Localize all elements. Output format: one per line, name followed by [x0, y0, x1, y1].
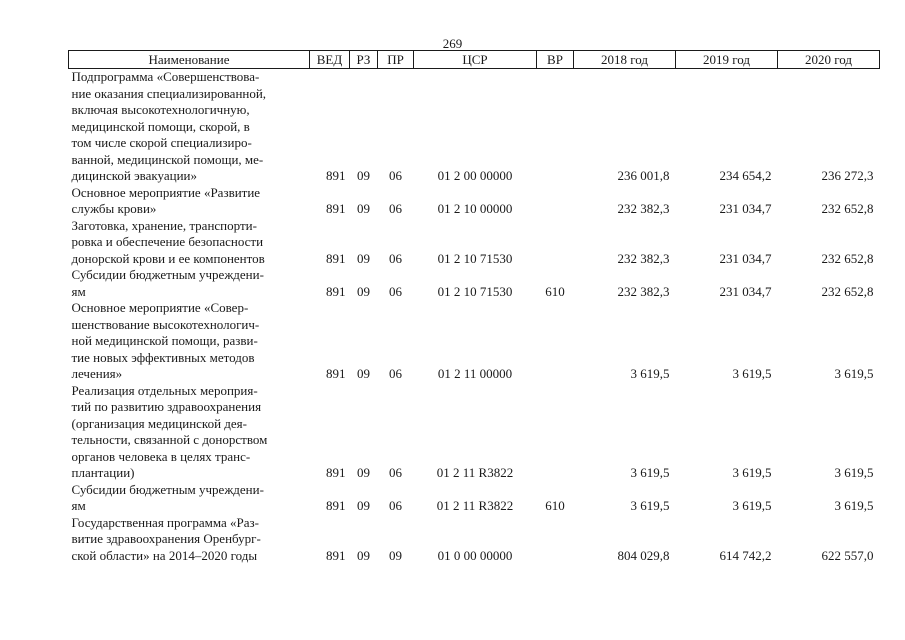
table-row [69, 69, 880, 185]
header-2019: 2019 год [676, 51, 778, 69]
cell-vr [537, 218, 574, 268]
cell-2018: 232 382,3 [617, 250, 670, 266]
cell-name: Основное мероприятие «Совер- шенствование высокотехнологич- ной медицинской помощи, разви- тие новых эффективных методов лечения» [71, 300, 260, 381]
cell-name: Субсидии бюджетным учреждени- ям [71, 481, 264, 513]
cell-pr: 06 [389, 250, 402, 266]
cell-2020: 236 272,3 [821, 168, 874, 183]
cell-2019: 234 654,2 [719, 168, 772, 183]
cell-pr: 06 [389, 465, 402, 480]
header-name: Наименование [69, 51, 310, 69]
table-row [69, 482, 880, 515]
cell-name: Основное мероприятие «Развитие службы крови» [71, 184, 261, 216]
cell-name: Субсидии бюджетным учреждени- ям [71, 267, 264, 299]
cell-vr [537, 383, 574, 482]
header-2020: 2020 год [778, 51, 880, 69]
cell-csr: 01 0 00 00000 [437, 547, 513, 563]
cell-2019: 3 619,5 [732, 498, 772, 513]
cell-2018: 3 619,5 [630, 366, 670, 381]
cell-vr [537, 69, 574, 185]
header-vr: ВР [537, 51, 574, 69]
cell-name: Подпрограмма «Совершенствова- ние оказания специализированной, включая высокотехнологичную, медицинской помощи, скорой, в том числе скорой специализиро- ванной, медицинской помощи, ме- дицинской эвакуации» [71, 69, 267, 183]
header-ved: ВЕД [310, 51, 350, 69]
cell-rz: 09 [357, 283, 370, 299]
cell-vr [537, 185, 574, 218]
cell-2018: 3 619,5 [630, 465, 670, 480]
cell-2019: 231 034,7 [719, 201, 772, 216]
cell-pr: 06 [389, 498, 402, 513]
table-row [69, 218, 880, 268]
header-rz: РЗ [350, 51, 378, 69]
cell-rz: 09 [357, 250, 370, 266]
cell-2019: 231 034,7 [719, 250, 772, 266]
table-row [69, 185, 880, 218]
cell-2020: 3 619,5 [834, 498, 874, 513]
cell-pr: 06 [389, 366, 402, 381]
cell-2018: 232 382,3 [617, 283, 670, 299]
cell-2020: 232 652,8 [821, 201, 874, 216]
cell-ved: 891 [326, 547, 346, 563]
cell-pr: 06 [389, 201, 402, 216]
cell-ved: 891 [326, 250, 346, 266]
cell-rz: 09 [357, 498, 370, 513]
table-header-row [69, 51, 880, 69]
cell-2018: 232 382,3 [617, 201, 670, 216]
cell-2020: 3 619,5 [834, 465, 874, 480]
cell-2020: 622 557,0 [821, 547, 874, 563]
cell-2019: 614 742,2 [719, 547, 772, 563]
cell-rz: 09 [357, 366, 370, 381]
cell-ved: 891 [326, 201, 346, 216]
table-row [69, 300, 880, 383]
cell-rz: 09 [357, 168, 370, 183]
cell-csr: 01 2 11 R3822 [436, 465, 514, 480]
cell-vr: 610 [545, 498, 565, 513]
cell-ved: 891 [326, 498, 346, 513]
cell-name: Реализация отдельных мероприя- тий по развитию здравоохранения (организация медицинской дея- тельности, связанной с донорством органов человека в целях транс- плантации) [71, 382, 268, 480]
cell-ved: 891 [326, 283, 346, 299]
cell-2020: 3 619,5 [834, 366, 874, 381]
cell-2019: 3 619,5 [732, 465, 772, 480]
cell-name: Заготовка, хранение, транспорти- ровка и обеспечение безопасности донорской крови и ее компонентов [71, 217, 265, 266]
cell-2018: 236 001,8 [617, 168, 670, 183]
page-number: 269 [442, 36, 463, 51]
header-pr: ПР [378, 51, 414, 69]
cell-vr [537, 515, 574, 565]
cell-name: Государственная программа «Раз- витие здравоохранения Оренбург- ской области» на 2014–2020 годы [71, 514, 261, 563]
cell-csr: 01 2 10 71530 [437, 283, 513, 299]
cell-csr: 01 2 10 00000 [437, 201, 513, 216]
cell-vr: 610 [545, 283, 565, 299]
table-row [69, 515, 880, 565]
cell-csr: 01 2 11 R3822 [436, 498, 514, 513]
budget-table [68, 50, 880, 564]
cell-ved: 891 [326, 168, 346, 183]
cell-2018: 804 029,8 [617, 547, 670, 563]
header-csr: ЦСР [414, 51, 537, 69]
cell-rz: 09 [357, 547, 370, 563]
cell-2020: 232 652,8 [821, 283, 874, 299]
cell-pr: 09 [389, 547, 402, 563]
cell-pr: 06 [389, 283, 402, 299]
header-2018: 2018 год [574, 51, 676, 69]
cell-rz: 09 [357, 201, 370, 216]
cell-2020: 232 652,8 [821, 250, 874, 266]
cell-2019: 231 034,7 [719, 283, 772, 299]
table-row [69, 383, 880, 482]
cell-2018: 3 619,5 [630, 498, 670, 513]
cell-csr: 01 2 00 00000 [437, 168, 513, 183]
cell-ved: 891 [326, 366, 346, 381]
cell-vr [537, 300, 574, 383]
cell-csr: 01 2 11 00000 [437, 366, 513, 381]
cell-2019: 3 619,5 [732, 366, 772, 381]
table-row [69, 267, 880, 300]
cell-ved: 891 [326, 465, 346, 480]
cell-pr: 06 [389, 168, 402, 183]
cell-csr: 01 2 10 71530 [437, 250, 513, 266]
cell-rz: 09 [357, 465, 370, 480]
